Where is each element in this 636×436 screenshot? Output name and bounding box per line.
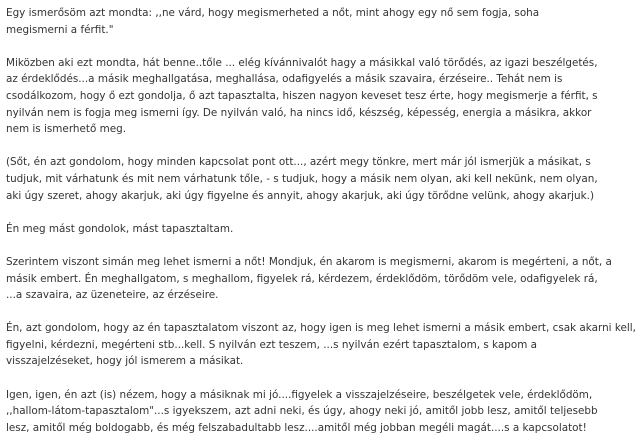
text-line: másik embert. Én meghallgatom, s meghallom, figyelek rá, kérdezem, érdeklődöm, törődöm vele, odafigyelek rá, [6, 272, 598, 285]
paragraph-6 [6, 320, 636, 370]
text-line: Én meg mást gondolok, mást tapasztaltam. [6, 222, 234, 235]
text-line: figyelni, kérdezni, megérteni stb...kell. S nyilván ezt teszem, ...s nyilván ezért tapasztalom, s kapom a [6, 338, 537, 351]
text-line: Én, azt gondolom, hogy az én tapasztalatom viszont az, hogy igen is meg lehet ismerni a másik embert, csak akarni kell, [6, 322, 636, 335]
text-line: Egy ismerősöm azt mondta: ,,ne várd, hogy megismerheted a nőt, mint ahogy egy nő sem fogja, soha [6, 7, 540, 19]
text-line: Igen, igen, én azt (is) nézem, hogy a másiknak mi jó....figyelek a visszajelzéseire, beszélgetek vele, érdeklődöm, [6, 388, 593, 401]
paragraph-4 [6, 221, 554, 238]
text-line: lesz, amitől még boldogabb, és még felszabadultabb lesz....amitől még jobban megéli magát....s a kapcsolatot! [6, 421, 587, 434]
paragraph-3 [6, 154, 598, 204]
text-line: az érdeklődés...a másik meghallgatása, meghallása, odafigyelés a másik szavaira, érzéseire.. Tehát nem is [6, 73, 563, 86]
paragraph-5 [6, 254, 612, 304]
text-line: nyilván nem is fogja meg ismerni így. De nyilván való, ha nincs idő, készség, képesség, energia a másikra, akkor [6, 106, 592, 119]
text-line: nem is ismerhető meg. [6, 123, 127, 136]
text-line: aki úgy szeret, ahogy akarjuk, aki úgy figyelne és annyit, ahogy akarjuk, aki úgy törődne velünk, ahogy akarjuk.) [6, 189, 595, 202]
text-line: ...a szavaira, az üzeneteire, az érzéseire. [6, 289, 219, 302]
text-line: Szerintem viszont simán meg lehet ismerni a nőt! Mondjuk, én akarom is megismerni, akarom is megérteni, a nőt, a [6, 255, 612, 268]
text-line: megismerni a férfit." [6, 23, 114, 36]
text-line: csodálkozom, hogy ő ezt gondolja, ő azt tapasztalta, hiszen nagyon keveset tesz érte, hogy megismerje a férfit, s [6, 89, 598, 102]
text-line: Miközben aki ezt mondta, hát benne..tőle ... elég kívánnivalót hagy a másikkal való törődés, az igazi beszélgetés, [6, 56, 598, 69]
paragraph-7 [6, 387, 598, 436]
paragraph-2 [6, 55, 598, 138]
text-line: ,,hallom-látom-tapasztalom"...s igyekszem, azt adni neki, és úgy, ahogy neki jó, amitől jobb lesz, amitől teljesebb [6, 405, 598, 418]
text-line: visszajelzéseket, hogy jól ismerem a másikat. [6, 355, 244, 368]
paragraph-1 [6, 5, 554, 38]
text-line: (Sőt, én azt gondolom, hogy minden kapcsolat pont ott..., azért megy tönkre, mert már jól ismerjük a másikat, s [6, 156, 591, 169]
text-line: tudjuk, mit várhatunk és mit nem várhatunk tőle, - s tudjuk, hogy a másik nem olyan, aki kell nekünk, nem olyan, [6, 172, 598, 185]
